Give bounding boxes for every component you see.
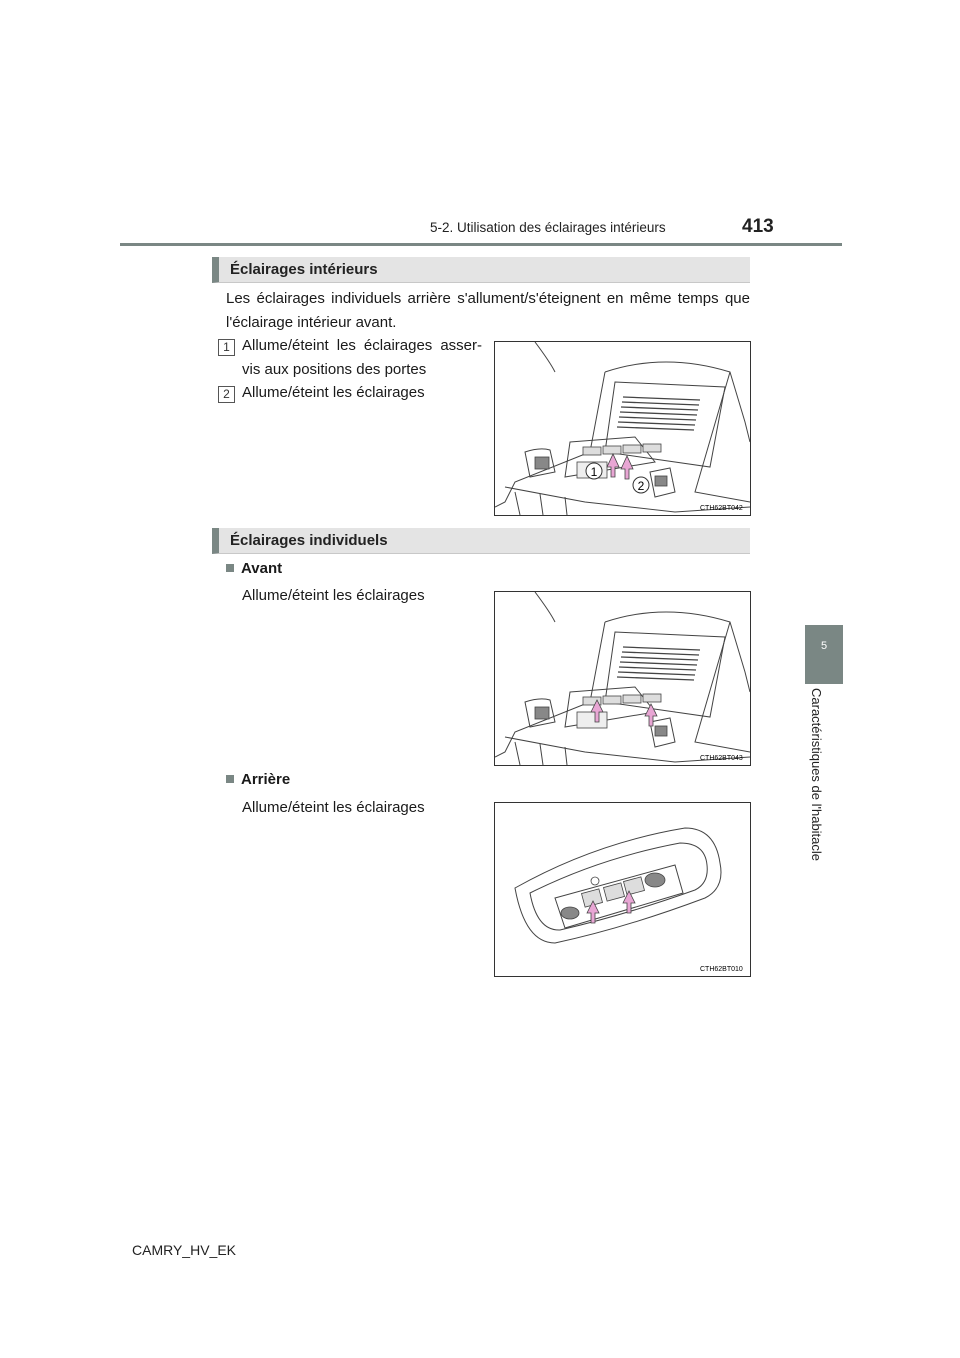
chapter-tab <box>805 625 843 684</box>
section-heading-individual-lights <box>212 528 750 554</box>
header-divider <box>120 243 842 246</box>
item-text-2: Allume/éteint les éclairages <box>242 384 425 401</box>
front-description: Allume/éteint les éclairages <box>242 587 425 604</box>
item-number-2: 2 <box>218 386 235 403</box>
section-heading-text: Éclairages individuels <box>230 532 388 549</box>
rear-console-illustration <box>495 803 750 976</box>
item-number-1: 1 <box>218 339 235 356</box>
intro-paragraph: Les éclairages individuels arrière s'allument/s'éteignent en même temps que l'éclairage intérieur avant. <box>226 290 750 331</box>
chapter-number: 5 <box>820 640 828 652</box>
console-illustration <box>495 342 750 515</box>
page-number: 413 <box>742 216 774 237</box>
section-heading-text: Éclairages intérieurs <box>230 261 378 278</box>
section-heading-interior-lights <box>212 257 750 283</box>
bullet-square-icon <box>226 775 234 783</box>
callout-1: 1 <box>590 465 598 479</box>
figure-front-console-1 <box>494 341 751 516</box>
figure-code: CTH62BT010 <box>700 966 743 973</box>
figure-code: CTH62BT043 <box>700 755 743 762</box>
chapter-label: Caractéristiques de l'habitacle <box>809 688 824 862</box>
subheading-rear: Arrière <box>226 771 290 788</box>
bullet-square-icon <box>226 564 234 572</box>
figure-code: CTH62BT042 <box>700 505 743 512</box>
figure-front-console-2 <box>494 591 751 766</box>
rear-description: Allume/éteint les éclairages <box>242 799 425 816</box>
figure-rear-console <box>494 802 751 977</box>
subheading-front: Avant <box>226 560 282 577</box>
footer-model: CAMRY_HV_EK <box>132 1242 237 1258</box>
item-text-1: Allume/éteint les éclairages asser-vis aux positions des portes <box>242 337 482 378</box>
callout-2: 2 <box>637 479 645 493</box>
section-title: 5-2. Utilisation des éclairages intérieurs <box>430 220 666 235</box>
console-illustration <box>495 592 750 765</box>
